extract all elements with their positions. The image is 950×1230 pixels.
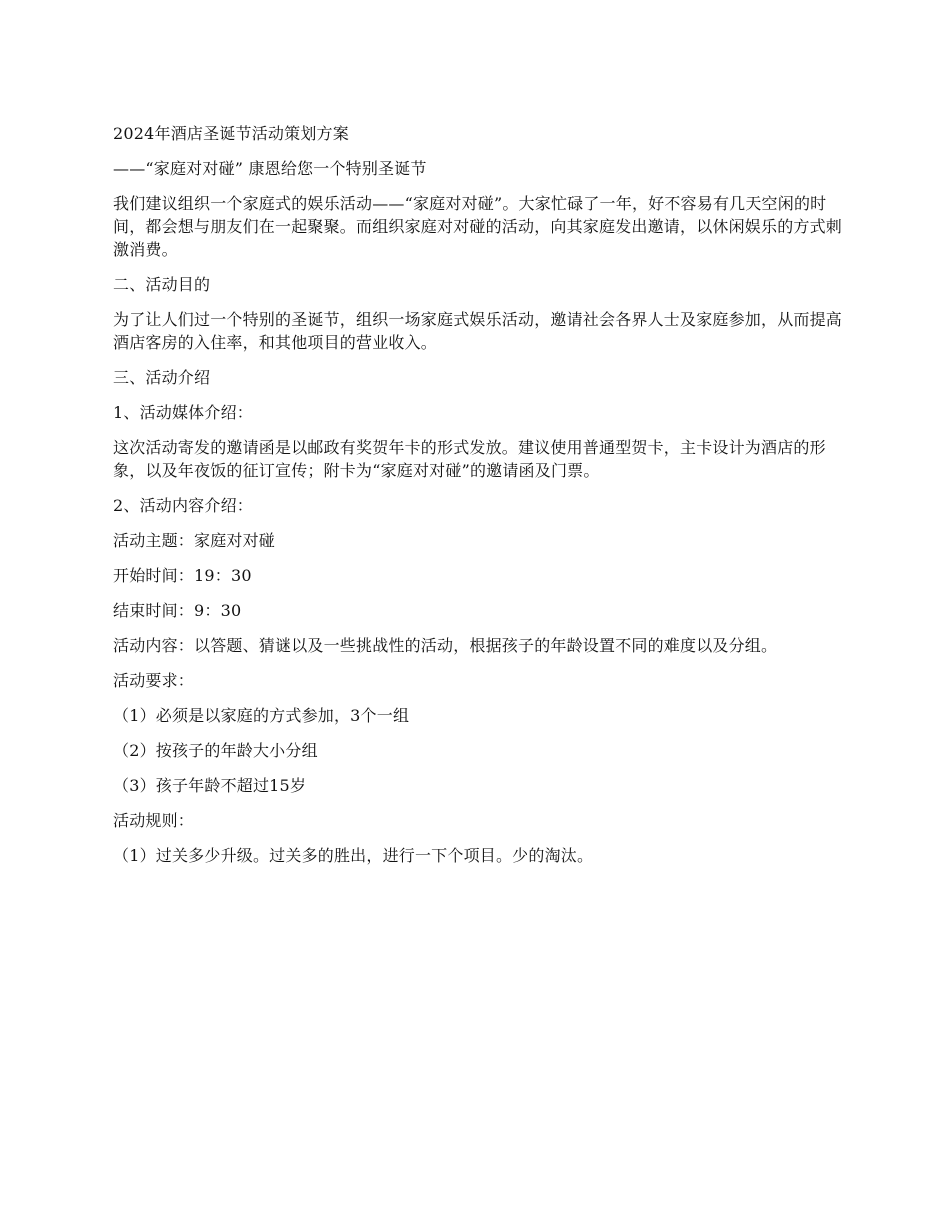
document-subtitle: ——“家庭对对碰” 康恩给您一个特别圣诞节 — [113, 159, 427, 178]
requirement-item: （3）孩子年龄不超过15岁 — [113, 776, 307, 795]
section-3-heading: 三、活动介绍 — [113, 368, 211, 387]
activity-content: 活动内容：以答题、猜谜以及一些挑战性的活动，根据孩子的年龄设置不同的难度以及分组。 — [113, 636, 778, 655]
activity-theme: 活动主题：家庭对对碰 — [113, 531, 276, 550]
document-title: 2024年酒店圣诞节活动策划方案 — [113, 124, 349, 143]
requirements-heading: 活动要求： — [113, 671, 195, 690]
rules-heading: 活动规则： — [113, 811, 195, 830]
requirement-item: （2）按孩子的年龄大小分组 — [113, 741, 318, 760]
document-page — [113, 122, 843, 867]
content-heading: 2、活动内容介绍： — [113, 496, 253, 515]
intro-paragraph: 我们建议组织一个家庭式的娱乐活动——“家庭对对碰”。大家忙碌了一年，好不容易有几天空闲的时间，都会想与朋友们在一起聚聚。而组织家庭对对碰的活动，向其家庭发出邀请，以休闲娱乐的方式刺激消费。 — [113, 194, 843, 259]
media-heading: 1、活动媒体介绍： — [113, 403, 253, 422]
end-time: 结束时间：9：30 — [113, 601, 242, 620]
requirement-item: （1）必须是以家庭的方式参加，3个一组 — [113, 706, 410, 725]
media-body: 这次活动寄发的邀请函是以邮政有奖贺年卡的形式发放。建议使用普通型贺卡，主卡设计为酒店的形象，以及年夜饭的征订宣传；附卡为“家庭对对碰”的邀请函及门票。 — [113, 438, 826, 480]
section-2-body: 为了让人们过一个特别的圣诞节，组织一场家庭式娱乐活动，邀请社会各界人士及家庭参加，从而提高酒店客房的入住率，和其他项目的营业收入。 — [113, 310, 843, 352]
rule-item: （1）过关多少升级。过关多的胜出，进行一下个项目。少的淘汰。 — [113, 846, 594, 865]
start-time: 开始时间：19：30 — [113, 566, 252, 585]
section-2-heading: 二、活动目的 — [113, 275, 211, 294]
